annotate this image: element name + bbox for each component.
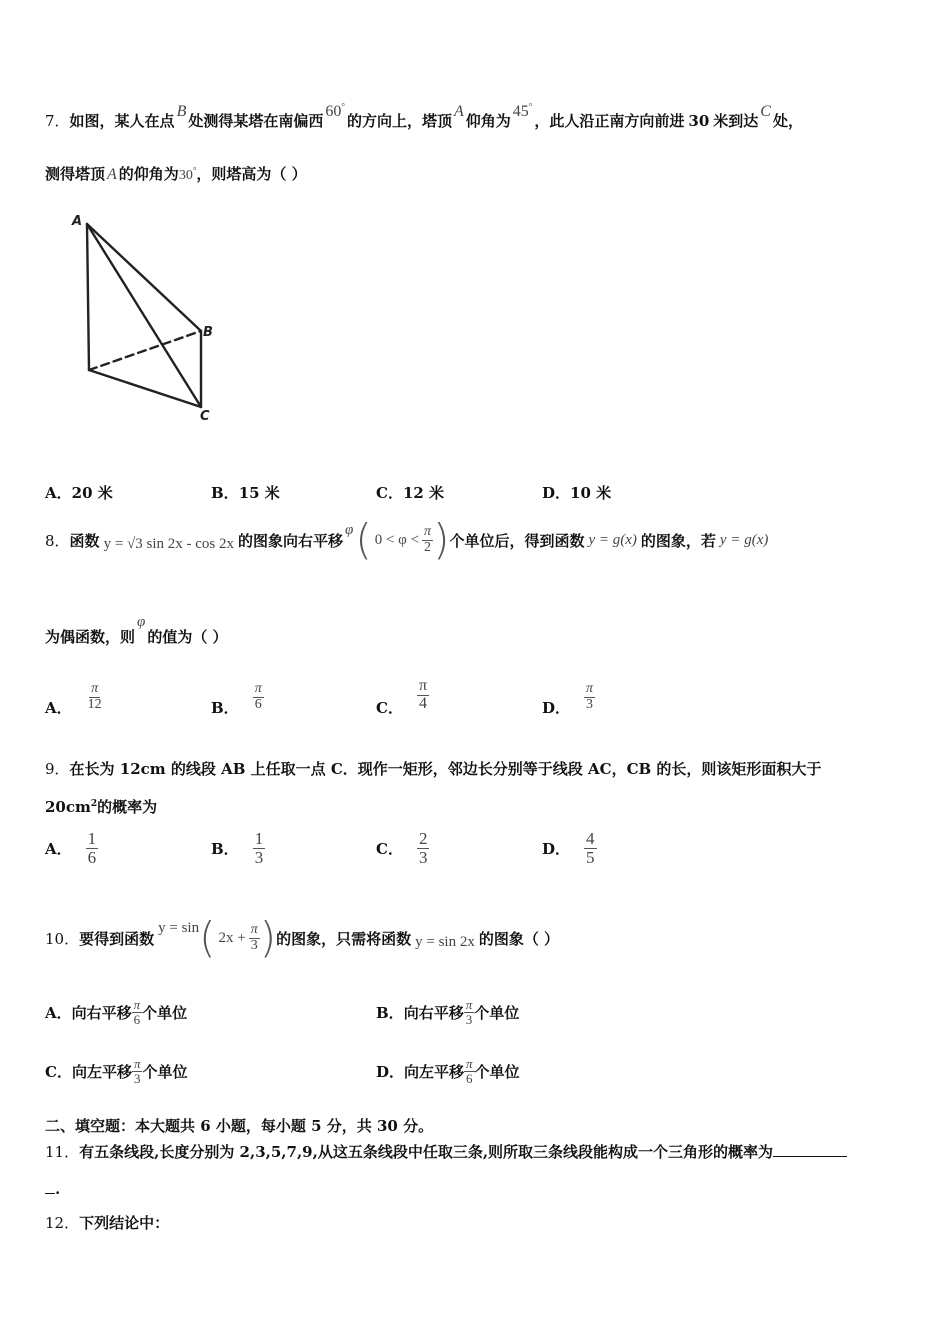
option-key: D．: [542, 839, 571, 858]
option-denominator: 6: [254, 696, 262, 712]
q7-option-c[interactable]: [376, 482, 444, 503]
figure-label-b: B: [203, 325, 213, 340]
q10-base-func: y = sin 2x: [415, 933, 475, 950]
q7-point-a: A: [107, 166, 117, 183]
option-denominator: 3: [254, 847, 264, 867]
q7-text: 如图，某人在点: [69, 112, 175, 130]
q7-line1: [45, 101, 803, 131]
q11-line2: [45, 1179, 60, 1198]
tower-figure: [60, 205, 230, 430]
q8-phi: φ: [345, 521, 354, 538]
option-denominator: 3: [465, 1011, 473, 1027]
q10-option-a[interactable]: [45, 998, 187, 1026]
option-text: 个单位: [474, 1003, 520, 1022]
q10-number: 10．: [45, 929, 80, 948]
q9-text: 在长为 12cm 的线段 AB 上任取一点 C．现作一矩形，邻边长分别等于线段 AC，CB 的长，则该矩形面积大于: [69, 760, 822, 778]
q7-angle-30: 30: [178, 168, 193, 183]
option-key: A．: [45, 484, 72, 502]
q9-line2: [45, 796, 157, 817]
q7-option-d[interactable]: [542, 482, 611, 503]
q7-text: 米到达: [713, 112, 759, 130]
option-text: 向左平移: [71, 1062, 132, 1081]
q10-text: 的图象，只需将函数: [276, 929, 412, 948]
option-text: 向右平移: [403, 1003, 464, 1022]
option-denominator: 6: [87, 847, 97, 867]
q8-text: 函数: [69, 531, 100, 550]
option-numerator: 2: [418, 829, 428, 848]
q7-point-b: B: [176, 103, 187, 120]
q7-text: 的方向上，塔顶: [346, 112, 452, 130]
q7-text: 的仰角为: [118, 165, 179, 183]
q8-line1: 8． 函数 y = √3 sin 2x - cos 2x 的图象向右平移 φ ( 0 < φ < $\frac{\pi}{2}$ ) 个单位后，得到函数 y = g(x) 的图象，若 y = g(x): [45, 515, 769, 564]
option-numerator: π: [466, 1056, 473, 1071]
option-numerator: π: [133, 997, 141, 1012]
option-numerator: π: [91, 681, 99, 696]
figure-label-a: A: [72, 214, 83, 229]
q8-option-b[interactable]: [211, 681, 264, 717]
q10-option-c[interactable]: [45, 1057, 188, 1085]
q8-option-a[interactable]: [45, 681, 104, 717]
figure-label-c: C: [200, 409, 210, 424]
option-key: A．: [45, 839, 72, 858]
q8-gx: y = g(x): [588, 531, 637, 548]
q8-option-c[interactable]: [376, 677, 429, 717]
option-numerator: π: [586, 681, 594, 696]
option-key: B．: [376, 1003, 404, 1022]
option-key: B．: [211, 839, 239, 858]
q8-gx: y = g(x): [719, 531, 769, 548]
q11-text: 有五条线段,长度分别为 2,3,5,7,9,从这五条线段中任取三条,则所取三条线段能构成一个三角形的概率为: [79, 1143, 774, 1161]
option-denominator: 4: [418, 694, 427, 712]
q10-text: 的图象（ ）: [478, 929, 560, 948]
q7-option-b[interactable]: [211, 482, 280, 503]
option-text: 12 米: [402, 484, 445, 502]
q10-numerator: π: [250, 921, 258, 937]
option-key: D．: [376, 1062, 405, 1081]
option-numerator: 4: [586, 829, 595, 848]
answer-blank-continued[interactable]: [45, 1179, 55, 1194]
q12-number: 12．: [45, 1214, 80, 1232]
q9-option-b[interactable]: [211, 830, 265, 867]
q8-phi: φ: [137, 614, 146, 630]
q8-condition: 0 < φ <: [374, 531, 420, 548]
q8-option-d[interactable]: [542, 681, 595, 717]
option-denominator: 5: [586, 847, 595, 867]
q10-option-d[interactable]: [376, 1057, 520, 1085]
q9-text: 的概率为: [97, 798, 158, 816]
q7-point-c: C: [760, 103, 771, 120]
q7-angle-45: 45: [512, 103, 529, 120]
option-denominator: 6: [466, 1070, 473, 1086]
q8-line2: [45, 612, 228, 652]
q9-option-c[interactable]: [376, 830, 429, 867]
q11-line1: [45, 1141, 847, 1162]
q9-superscript: 2: [90, 799, 98, 809]
option-text: 20 米: [71, 484, 113, 502]
q7-text: 处，: [772, 112, 803, 130]
option-numerator: π: [418, 677, 428, 694]
q8-cond-numerator: π: [424, 523, 432, 539]
option-numerator: 1: [254, 829, 264, 848]
q7-line2: [45, 163, 307, 184]
q12-text: 下列结论中：: [79, 1214, 170, 1232]
q9-option-d[interactable]: [542, 830, 597, 867]
edge-ad: [87, 224, 89, 370]
q8-text: 个单位后，得到函数: [449, 531, 585, 550]
option-key: C．: [376, 484, 403, 502]
q7-option-a[interactable]: [45, 482, 113, 503]
option-numerator: π: [254, 681, 262, 696]
option-text: 个单位: [474, 1062, 520, 1081]
q7-point-a: A: [453, 103, 464, 120]
option-text: 向左平移: [404, 1062, 465, 1081]
option-denominator: 3: [586, 696, 594, 712]
option-key: A．: [45, 1003, 72, 1022]
edge-dc: [89, 370, 201, 407]
option-text: 向右平移: [71, 1003, 132, 1022]
q10-func-arg: 2x +: [218, 929, 246, 946]
section-heading: 二、填空题：本大题共 6 小题，每小题 5 分，共 30 分。: [45, 1117, 434, 1135]
answer-blank[interactable]: [773, 1142, 847, 1157]
q8-text: 的图象向右平移: [238, 531, 344, 550]
q8-function: y = √3 sin 2x - cos 2x: [103, 535, 234, 552]
option-key: B．: [211, 698, 239, 717]
q7-distance: 30: [688, 112, 710, 130]
q7-text: 测得塔顶: [45, 165, 106, 183]
option-text: 15 米: [238, 484, 280, 502]
q8-text: 的图象，若: [640, 531, 716, 550]
option-denominator: 3: [133, 1070, 141, 1086]
degree-symbol: °: [528, 101, 533, 112]
option-key: C．: [45, 1062, 72, 1081]
q9-option-a[interactable]: [45, 830, 98, 867]
option-numerator: π: [465, 997, 473, 1012]
degree-symbol: °: [192, 165, 197, 176]
q8-number: 8．: [45, 531, 70, 550]
q7-text: ，此人沿正南方向前进: [534, 112, 685, 130]
q10-option-b[interactable]: [376, 998, 519, 1026]
q9-number: 9．: [45, 760, 70, 778]
option-key: C．: [376, 698, 403, 717]
q9-line1: [45, 758, 821, 779]
option-key: A．: [45, 698, 72, 717]
option-key: D．: [542, 484, 571, 502]
q12-line1: [45, 1212, 169, 1233]
q11-period: .: [55, 1180, 61, 1198]
option-numerator: π: [133, 1056, 141, 1071]
q9-area: 20cm: [45, 798, 91, 816]
q10-denominator: 3: [250, 937, 258, 953]
option-text: 个单位: [142, 1003, 188, 1022]
q10-text: 要得到函数: [79, 929, 155, 948]
option-key: D．: [542, 698, 571, 717]
option-denominator: 3: [418, 847, 428, 867]
option-numerator: 1: [87, 829, 97, 848]
q7-text: 仰角为: [465, 112, 511, 130]
q8-cond-denominator: 2: [424, 539, 432, 555]
q7-text: ，则塔高为（ ）: [196, 165, 307, 183]
edge-db-dashed: [89, 331, 201, 370]
option-denominator: 12: [87, 696, 102, 712]
q7-angle-60: 60: [325, 103, 342, 120]
q8-text: 的值为（ ）: [147, 628, 228, 646]
q10-line1: 10． 要得到函数 y = sin ( 2x + $\frac{\pi}{3}$ ) 的图象，只需将函数 y = sin 2x 的图象（ ）: [45, 913, 560, 962]
option-text: 10 米: [570, 484, 612, 502]
option-key: C．: [376, 839, 403, 858]
option-denominator: 6: [133, 1011, 141, 1027]
option-text: 个单位: [142, 1062, 188, 1081]
q8-text: 为偶函数，则: [45, 628, 136, 646]
q7-number: 7．: [45, 112, 70, 130]
option-key: B．: [211, 484, 239, 502]
q10-func-left: y = sin: [158, 919, 200, 936]
degree-symbol: °: [341, 101, 345, 112]
q7-text: 处测得某塔在南偏西: [188, 112, 324, 130]
q11-number: 11．: [45, 1143, 80, 1161]
